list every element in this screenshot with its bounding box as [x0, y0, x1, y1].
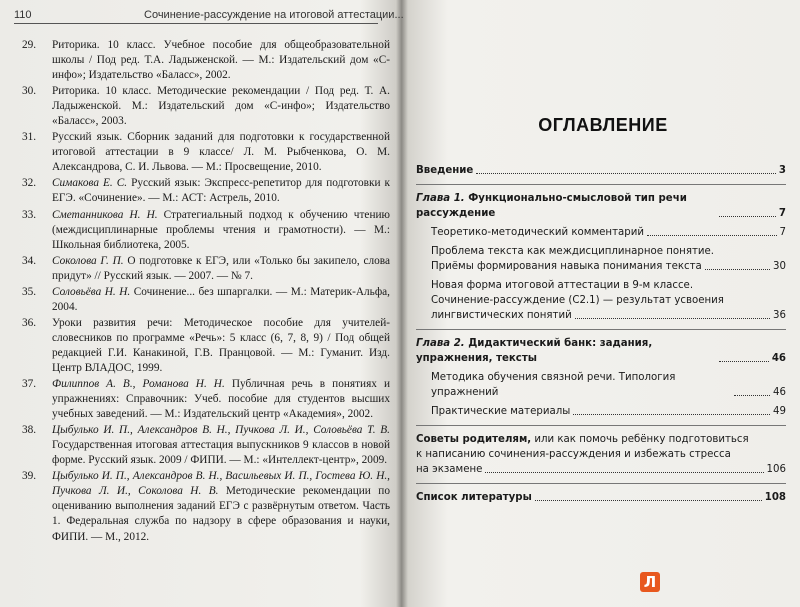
page-number: 110	[14, 9, 32, 21]
reference-item	[18, 469, 390, 544]
reference-author: Филиппов А. В., Романова Н. Н.	[52, 378, 225, 391]
reference-number: 31.	[22, 131, 37, 144]
toc-divider	[416, 425, 786, 426]
toc-page-number: 49	[773, 406, 786, 417]
reference-item	[18, 423, 390, 468]
leader-dots	[734, 395, 770, 396]
reference-text: Риторика. 10 класс. Методические рекомендации / Под ред. Т. А. Ладыженской. М.: Издательский дом «С-инфо»; Издательство «Баласс», 2003.	[52, 85, 390, 128]
table-of-contents	[416, 163, 786, 505]
toc-entry-intro[interactable]	[416, 163, 786, 178]
reference-item	[18, 285, 390, 315]
toc-page-number: 30	[773, 261, 786, 272]
leader-dots	[535, 500, 762, 501]
reference-item	[18, 176, 390, 206]
right-page	[406, 0, 800, 607]
toc-subentry-line: Новая форма итоговой аттестации в 9-м классе.	[431, 280, 694, 291]
reference-item	[18, 84, 390, 129]
toc-page-number: 7	[779, 227, 786, 238]
toc-page-number: 46	[771, 353, 786, 364]
toc-subentry-line: Практические материалы	[431, 406, 571, 417]
chapter-title: Дидактический банк: задания, упражнения, тексты	[416, 338, 653, 364]
leader-dots	[575, 318, 770, 319]
toc-divider	[416, 483, 786, 484]
toc-subentry-line: Сочинение-рассуждение (С2.1) — результат усвоения	[431, 295, 724, 306]
toc-page-number: 3	[778, 165, 786, 176]
reference-item	[18, 377, 390, 422]
advice-line-3: на экзамене	[416, 464, 483, 475]
reference-text: Русский язык. Сборник заданий для подготовки к государственной итоговой аттестации в 9 классе/ Л. М. Рыбченкова, О. М. Александрова, С. И. Львова. — М.: Просвещение, 2010.	[52, 131, 390, 174]
toc-entry-advice[interactable]	[416, 432, 786, 477]
reference-item	[18, 130, 390, 175]
chapter-prefix: Глава 2.	[416, 338, 465, 349]
running-head	[14, 9, 404, 24]
reference-number: 37.	[22, 378, 37, 391]
toc-subentry[interactable]	[416, 278, 786, 323]
toc-subentry[interactable]	[416, 244, 786, 274]
chapter-1-items	[416, 225, 786, 323]
chapter-title: Функционально-смысловой тип речи рассуждение	[416, 193, 687, 219]
toc-entry-label: Введение	[416, 165, 474, 176]
reference-number: 33.	[22, 208, 37, 221]
toc-subentry[interactable]	[416, 404, 786, 419]
advice-rest: или как помочь ребёнку подготовиться	[531, 434, 749, 445]
chapter-prefix: Глава 1.	[416, 193, 465, 204]
reference-author: Симакова Е. С.	[52, 177, 128, 190]
toc-entry-chapter-1[interactable]	[416, 191, 786, 221]
leader-dots	[705, 269, 770, 270]
toc-page-number: 7	[778, 208, 786, 219]
leader-dots	[647, 235, 777, 236]
reference-author: Цыбулько И. П., Александров В. Н., Васильевых И. П., Гостева Ю. Н., Пучкова Л. И., Соколова Н. В.	[52, 470, 390, 498]
reference-item	[18, 38, 390, 83]
leader-dots	[719, 216, 776, 217]
leader-dots	[573, 414, 770, 415]
toc-subentry[interactable]	[416, 225, 786, 240]
chapter-2-items	[416, 370, 786, 419]
toc-subentry-line: Приёмы формирования навыка понимания текста	[431, 261, 702, 272]
leader-dots	[476, 173, 776, 174]
advice-bold: Советы родителям,	[416, 434, 532, 445]
reference-text: Риторика. 10 класс. Учебное пособие для общеобразовательной школы / Под ред. Т.А. Ладыженской. — М.: Издательский дом «С-инфо»; Издательство «Баласс», 2002.	[52, 39, 390, 82]
reference-number: 34.	[22, 254, 37, 267]
reference-text: Цыбулько И. П., Александров В. Н., Васильевых И. П., Гостева Ю. Н., Пучкова Л. И., Соколова Н. В. Методические рекомендации по оцениванию выполнения заданий ЕГЭ с развёрнутым ответом. Часть 1. Федеральная служба по надзору в сфере образования и науки, ФИПИ. — М., 2012.	[52, 470, 390, 543]
reference-author: Цыбулько И. П., Александров В. Н., Пучкова Л. И., Соловьёва Т. В.	[52, 424, 390, 437]
reference-author: Соколова Г. П.	[52, 254, 124, 267]
toc-subentry-line: Методика обучения связной речи. Типология упражнений	[431, 372, 676, 398]
reference-list	[18, 38, 390, 546]
reference-number: 35.	[22, 285, 37, 298]
leader-dots	[719, 361, 769, 362]
reference-number: 36.	[22, 316, 37, 329]
toc-page-number: 106	[766, 464, 786, 475]
toc-entry-chapter-2[interactable]	[416, 336, 786, 366]
reference-author: Сметанникова Н. Н.	[52, 208, 158, 221]
toc-page-number: 46	[773, 387, 786, 398]
toc-divider	[416, 329, 786, 330]
reference-number: 32.	[22, 177, 37, 190]
toc-divider	[416, 184, 786, 185]
reference-text: Уроки развития речи: Методическое пособие для учителей-словесников по программе «Речь»: 5 класс (6, 7, 8, 9) / Под общей редакцией Г.И. Канакиной, Г.В. Пранцовой. — М.: Гуманит. Изд. Центр ВЛАДОС, 1999.	[52, 316, 390, 374]
toc-subentry-line: Проблема текста как междисциплинарное понятие.	[431, 246, 715, 257]
reference-number: 30.	[22, 85, 37, 98]
toc-page-number: 36	[773, 310, 786, 321]
reference-item	[18, 316, 390, 376]
reference-text: Соловьёва Н. Н. Сочинение... без шпаргалки. — М.: Материк-Альфа, 2004.	[52, 285, 390, 313]
reference-text: Филиппов А. В., Романова Н. Н. Публичная речь в понятиях и упражнениях: Справочник: Учеб. пособие для студентов высших учебных заведений. — М.: Издательский центр «Академия», 2002.	[52, 378, 390, 421]
labirint-logo-icon: Л	[640, 572, 660, 592]
reference-item	[18, 254, 390, 284]
reference-number: 39.	[22, 470, 37, 483]
running-title: Сочинение-рассуждение на итоговой аттестации...	[144, 9, 404, 21]
toc-entry-bibliography[interactable]	[416, 490, 786, 505]
reference-number: 29.	[22, 39, 37, 51]
reference-number: 38.	[22, 424, 37, 437]
toc-entry-label: Список литературы	[416, 492, 532, 503]
reference-text: Соколова Г. П. О подготовке к ЕГЭ, или «Только бы закипело, слова придут» // Русский язык. — 2007. — № 7.	[52, 254, 390, 282]
toc-page-number: 108	[764, 492, 786, 503]
reference-text: Цыбулько И. П., Александров В. Н., Пучкова Л. И., Соловьёва Т. В. Государственная итоговая аттестация выпускников 9 классов в новой форме. Русский язык. 2009 / ФИПИ. — М.: «Интеллект-центр», 2009.	[52, 424, 390, 467]
toc-subentry-line: Теоретико-методический комментарий	[431, 227, 644, 238]
leader-dots	[485, 472, 763, 473]
toc-subentry-line: лингвистических понятий	[431, 310, 572, 321]
advice-line-2: к написанию сочинения-рассуждения и избежать стресса	[416, 449, 731, 460]
reference-text: Сметанникова Н. Н. Стратегиальный подход к обучению чтению (междисциплинарные проблемы чтения и грамотности). — М.: Школьная библиотека, 2005.	[52, 208, 390, 251]
reference-author: Соловьёва Н. Н.	[52, 285, 131, 298]
toc-title: ОГЛАВЛЕНИЕ	[538, 115, 668, 135]
reference-text: Симакова Е. С. Русский язык: Экспресс-репетитор для подготовки к ЕГЭ. «Сочинение». — М.: АСТ: Астрель, 2010.	[52, 177, 390, 205]
toc-subentry[interactable]	[416, 370, 786, 400]
reference-item	[18, 208, 390, 253]
